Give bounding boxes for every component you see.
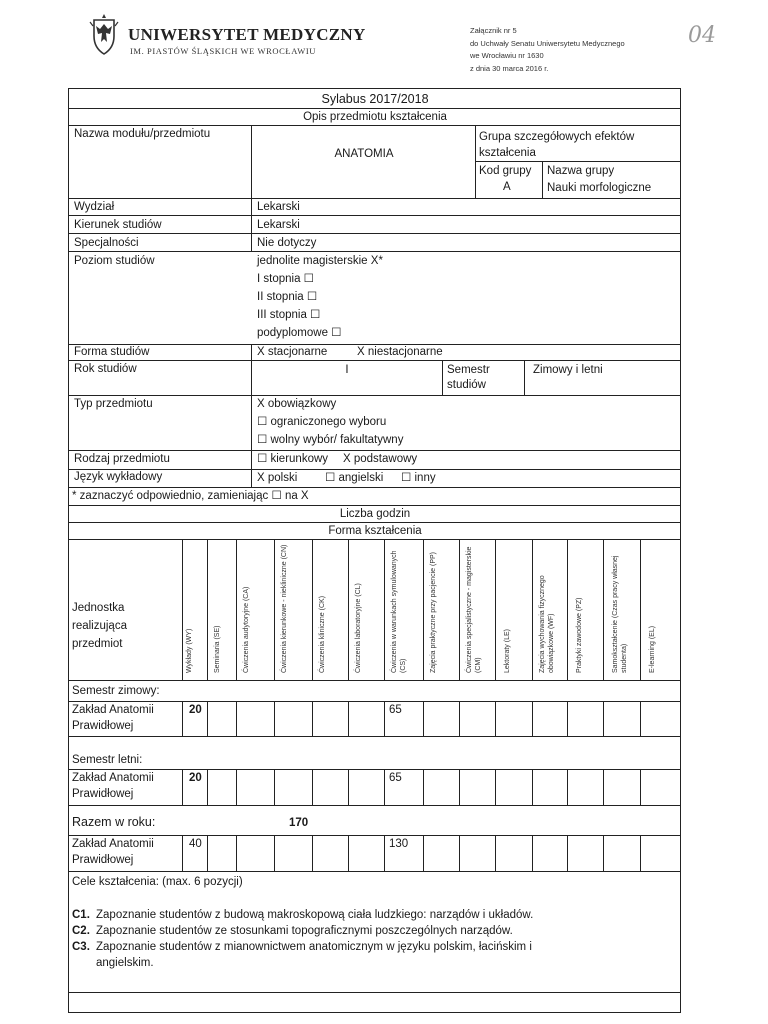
group-code: A [503, 181, 511, 193]
annex-line: we Wrocławiu nr 1630 [470, 51, 544, 60]
form-option-fulltime: X stacjonarne [257, 346, 328, 358]
module-name: ANATOMIA [334, 148, 394, 160]
col-header-laboratory: Ćwiczenia laboratoryjne (CL) [355, 583, 362, 673]
objectives-hint: (max. 6 pozycji) [162, 876, 243, 888]
annex-note [470, 25, 625, 75]
year-total-label: Razem w roku: [72, 815, 156, 829]
type-option: ☐ ograniczonego wyboru [257, 416, 387, 428]
col-header-auditory: Ćwiczenia audytoryjne (CA) [243, 586, 250, 673]
objective-item [72, 923, 672, 939]
form-label: Forma studiów [74, 346, 150, 358]
field-label: Kierunek studiów [74, 219, 162, 231]
annex-line: Załącznik nr 5 [470, 26, 517, 35]
language-option-other: ☐ inny [401, 472, 436, 484]
language-label: Język wykładowy [74, 471, 163, 483]
objectives-heading [72, 875, 243, 890]
faculty-label: Wydział [74, 201, 115, 213]
group-effects-label: Grupa szczegółowych efektów kształcenia [479, 131, 635, 159]
footnote: * zaznaczyć odpowiednio, zamieniając ☐ na X [72, 490, 309, 502]
winter-unit: Zakład Anatomii Prawidłowej [72, 704, 154, 732]
objective-text: Zapoznanie studentów z budową makroskopową ciała ludzkiego: narządów i układów. [96, 909, 534, 921]
objective-continuation: angielskim. [96, 957, 154, 969]
summer-simulated-hours: 65 [389, 772, 402, 784]
objective-item [72, 907, 672, 923]
col-header-elearning: E-learning (EL) [649, 625, 656, 673]
col-header-lectures: Wykłady (WY) [186, 628, 193, 673]
university-name: UNIWERSYTET MEDYCZNY [128, 25, 366, 44]
col-header-selfstudy: Samokształcenie (Czas pracy własnej studenta) [612, 555, 628, 673]
level-label: Poziom studiów [74, 255, 155, 267]
summer-unit: Zakład Anatomii Prawidłowej [72, 772, 154, 800]
col-header-nonclinical: Ćwiczenia kierunkowe - niekliniczne (CN) [281, 544, 288, 673]
annex-line: z dnia 30 marca 2016 r. [470, 63, 549, 73]
level-option: II stopnia ☐ [257, 291, 318, 303]
module-label: Nazwa modułu/przedmiotu [74, 128, 211, 140]
syllabus-title: Sylabus 2017/2018 [321, 92, 429, 106]
col-header-lectorate: Lektoraty (LE) [504, 629, 511, 673]
col-header-simulated: Ćwiczenia w warunkach symulowanych (CS) [391, 550, 407, 673]
forms-label: Forma kształcenia [328, 525, 422, 537]
type-option: X obowiązkowy [257, 398, 337, 410]
form-option-parttime: X niestacjonarne [357, 346, 443, 358]
page-mark: 04 [688, 23, 716, 48]
group-name-label: Nazwa grupy [547, 165, 615, 177]
group-code-label: Kod grupy [479, 165, 532, 177]
syllabus-subtitle: Opis przedmiotu kształcenia [303, 111, 447, 123]
year-value: I [345, 364, 349, 376]
kind-option-directional: ☐ kierunkowy [257, 453, 329, 465]
syllabus-table [68, 88, 681, 1013]
objectives-label: Cele kształcenia: [72, 876, 159, 888]
university-eagle-logo-icon [88, 12, 120, 56]
specialty-value: Nie dotyczy [257, 237, 317, 249]
university-subtitle: IM. PIASTÓW ŚLĄSKICH WE WROCŁAWIU [130, 46, 317, 56]
objective-item [72, 939, 672, 955]
type-option: ☐ wolny wybór/ fakultatywny [257, 434, 404, 446]
col-header-practical: Zajęcia praktyczne przy pacjencie (PP) [430, 552, 437, 673]
winter-lectures-hours: 20 [189, 704, 202, 716]
winter-semester-label: Semestr zimowy: [72, 685, 160, 697]
level-option: podyplomowe ☐ [257, 327, 342, 339]
specialty-label: Specjalności [74, 237, 139, 249]
summer-lectures-hours: 20 [189, 772, 202, 784]
type-label: Typ przedmiotu [74, 398, 153, 410]
total-lectures-hours: 40 [189, 838, 202, 850]
col-header-clinical: Ćwiczenia kliniczne (CK) [319, 595, 326, 673]
level-option: jednolite magisterskie X* [257, 255, 383, 267]
objective-code: C1. [72, 909, 90, 921]
objective-text: Zapoznanie studentów ze stosunkami topograficznymi poszczególnych narządów. [96, 925, 513, 937]
col-header-seminars: Seminaria (SE) [214, 625, 221, 673]
objective-text: Zapoznanie studentów z mianownictwem anatomicznym w języku polskim, łacińskim i [96, 941, 532, 953]
semester-label: Semestr studiów [447, 364, 490, 391]
level-option: III stopnia ☐ [257, 309, 321, 321]
total-simulated-hours: 130 [389, 838, 409, 850]
objective-code: C2. [72, 925, 90, 937]
col-header-internship: Praktyki zawodowe (PZ) [576, 597, 583, 673]
unit-label: Jednostka realizująca przedmiot [72, 602, 127, 650]
col-header-master: Ćwiczenia specjalistyczne - magisterskie (CM) [466, 546, 482, 673]
kind-option-basic: X podstawowy [343, 453, 418, 465]
kind-label: Rodzaj przedmiotu [74, 453, 170, 465]
field-value: Lekarski [257, 219, 300, 231]
objective-code: C3. [72, 941, 90, 953]
year-label: Rok studiów [74, 363, 137, 375]
group-name: Nauki morfologiczne [547, 182, 652, 194]
language-option-polish: X polski [257, 472, 298, 484]
language-option-english: ☐ angielski [325, 472, 384, 484]
level-option: I stopnia ☐ [257, 273, 314, 285]
semester-value: Zimowy i letni [533, 364, 603, 376]
winter-simulated-hours: 65 [389, 704, 402, 716]
annex-line: do Uchwały Senatu Uniwersytetu Medycznego [470, 38, 625, 48]
summer-semester-label: Semestr letni: [72, 754, 143, 766]
col-header-physical: Zajęcia wychowania fizycznego obowiązkowe (WF) [539, 575, 555, 673]
year-total-value: 170 [289, 817, 309, 829]
faculty-value: Lekarski [257, 201, 300, 213]
total-unit: Zakład Anatomii Prawidłowej [72, 838, 154, 866]
hours-label: Liczba godzin [339, 508, 411, 520]
